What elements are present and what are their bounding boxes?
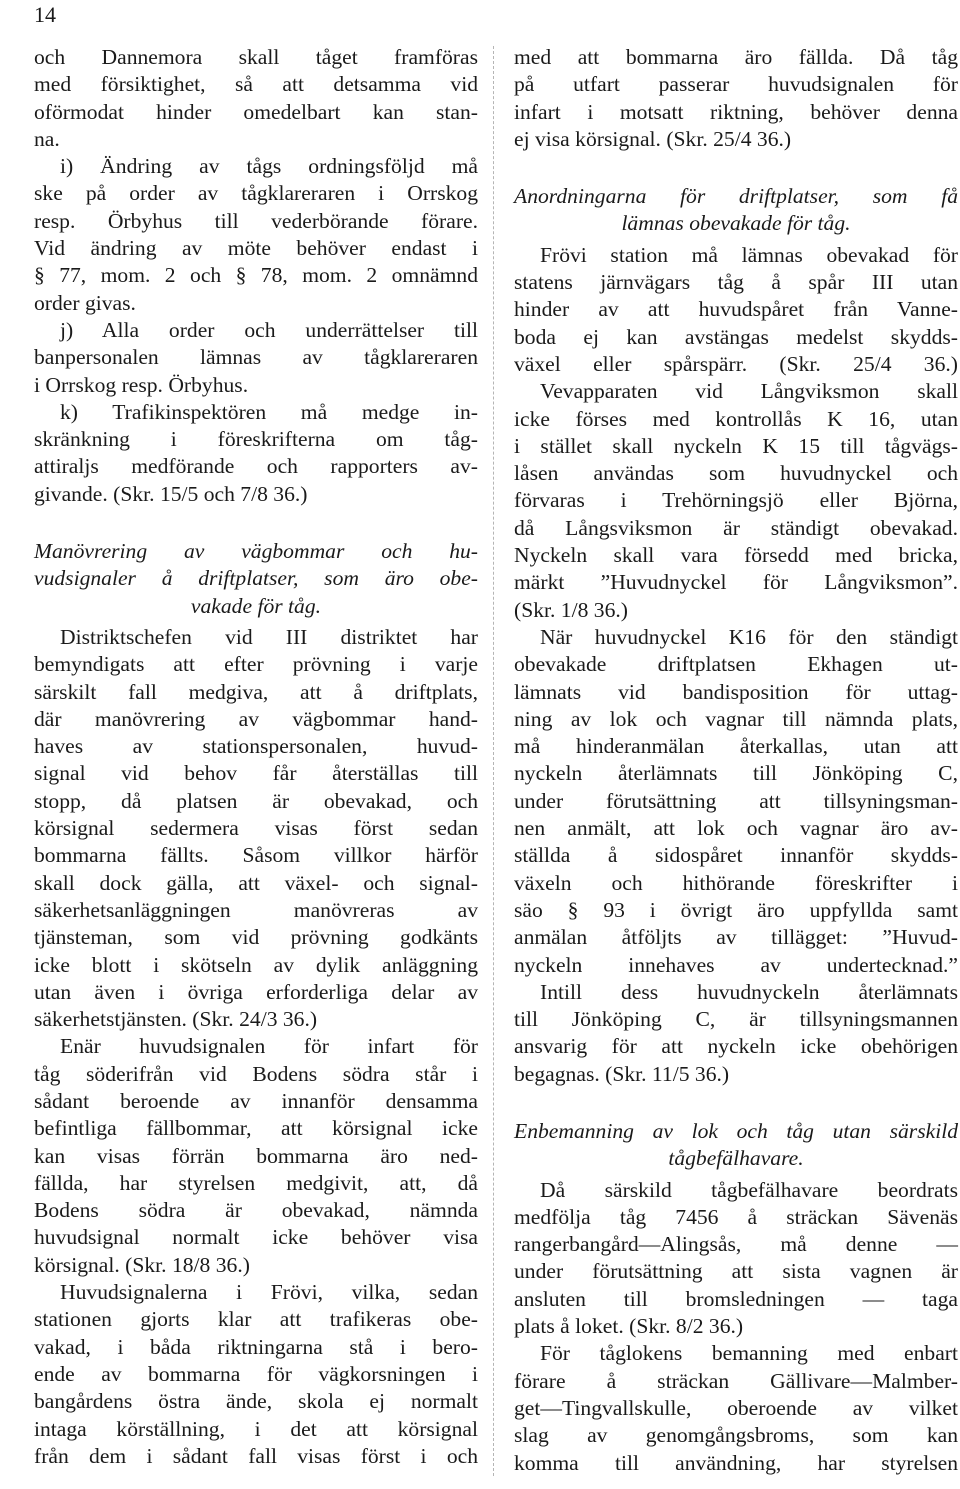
text-line: från dem i sådant fall visas först i och bbox=[34, 1443, 478, 1468]
text-line: nyckeln återlämnats till Jönköping C, bbox=[514, 761, 958, 786]
text-line: förvaras i Trehörningsjö eller Björna, bbox=[514, 488, 958, 513]
section-heading bbox=[34, 538, 478, 620]
text-line: icke förses med kontrollås K 16, utan bbox=[514, 406, 958, 431]
paragraph bbox=[514, 624, 958, 979]
text-line: nen anmält, att lok och vagnar äro av- bbox=[514, 816, 958, 841]
text-line: order givas. bbox=[34, 290, 136, 315]
text-line: fällda, har styrelsen medgivit, att, då bbox=[34, 1170, 478, 1195]
text-line: givande. (Skr. 15/5 och 7/8 36.) bbox=[34, 481, 308, 506]
list-item-j bbox=[34, 317, 478, 399]
text-line: ende av bommarna för vägkorsningen i bbox=[34, 1361, 478, 1386]
text-line: Distriktschefen vid III distriktet har bbox=[60, 624, 478, 649]
text-line: Bodens södra är obevakad, nämnda bbox=[34, 1198, 478, 1223]
text-line: Huvudsignalerna i Frövi, vilka, sedan bbox=[60, 1280, 478, 1305]
text-line: särskilt fall medgiva, att å driftplats, bbox=[34, 679, 478, 704]
text-line: tjänsteman, som vid prövning godkänts bbox=[34, 925, 478, 950]
text-line: § 77, mom. 2 och § 78, mom. 2 omnämnd bbox=[34, 263, 478, 288]
text-line: tåg söderifrån vid Bodens södra står i bbox=[34, 1061, 478, 1086]
text-line: i stället skall nyckeln K 15 till tågvägs- bbox=[514, 433, 958, 458]
text-line: oförmodat hinder omedelbart kan stan- bbox=[34, 99, 478, 124]
heading-line: vakade för tåg. bbox=[190, 593, 322, 618]
paragraph bbox=[514, 378, 958, 624]
text-line: bangårdens östra ände, skola ej normalt bbox=[34, 1389, 478, 1414]
text-line: säkerhetsanläggningen manövreras av bbox=[34, 897, 478, 922]
paragraph bbox=[514, 44, 958, 153]
text-line: huvudsignal normalt icke behöver visa bbox=[34, 1225, 478, 1250]
text-line: säkerhetstjänsten. (Skr. 24/3 36.) bbox=[34, 1007, 318, 1032]
text-line: anmälan åtföljts av tillägget: ”Huvud- bbox=[514, 925, 958, 950]
text-line: slag av genomgångsbroms, som kan bbox=[514, 1423, 958, 1448]
text-line: Enär huvudsignalen för infart för bbox=[60, 1034, 478, 1059]
text-line: Vid ändring av möte behöver endast i bbox=[34, 236, 478, 261]
text-line: medfölja tåg 7456 å sträckan Sävenäs bbox=[514, 1204, 958, 1229]
column-divider bbox=[493, 46, 494, 1476]
text-line: ansvarig för att nyckeln icke obehörigen bbox=[514, 1034, 958, 1059]
text-line: växel eller spårspärr. (Skr. 25/4 36.) bbox=[514, 351, 958, 376]
text-line: Vevapparaten vid Långviksmon skall bbox=[540, 379, 958, 404]
heading-line: Anordningarna för driftplatser, som få bbox=[514, 184, 958, 209]
text-line: sådant beroende av innanför densamma bbox=[34, 1088, 478, 1113]
text-line: ej visa körsignal. (Skr. 25/4 36.) bbox=[514, 126, 792, 151]
text-line: utan även i övriga erforderliga delar av bbox=[34, 979, 478, 1004]
text-line: Intill dess huvudnyckeln återlämnats bbox=[540, 979, 958, 1004]
text-line: skränkning i föreskrifterna om tåg- bbox=[34, 427, 478, 452]
text-line: komma till användning, har styrelsen bbox=[514, 1450, 958, 1475]
text-line: körsignal sedermera visas först sedan bbox=[34, 816, 478, 841]
section-heading bbox=[514, 183, 958, 238]
paragraph bbox=[34, 44, 478, 153]
paragraph bbox=[514, 1177, 958, 1341]
text-line: statens järnvägars tåg å spår III utan bbox=[514, 270, 958, 295]
text-line: befintliga fällbommar, att körsignal icke bbox=[34, 1116, 478, 1141]
text-line: förare å sträckan Gällivare—Malmber- bbox=[514, 1368, 958, 1393]
text-line: växeln och hithörande föreskrifter i bbox=[514, 870, 958, 895]
paragraph bbox=[34, 624, 478, 1033]
text-line: märkt ”Huvudnyckel för Långviksmon”. bbox=[514, 570, 958, 595]
list-item-k bbox=[34, 399, 478, 508]
text-line: boda ej kan avstängas medelst skydds- bbox=[514, 324, 958, 349]
right-column bbox=[514, 44, 958, 1477]
text-line: icke blott i skötseln av dylik anläggning bbox=[34, 952, 478, 977]
paragraph bbox=[34, 1033, 478, 1279]
text-line: bommarna fällts. Såsom villkor härför bbox=[34, 843, 478, 868]
section-heading bbox=[514, 1118, 958, 1173]
text-line: Nyckeln skall vara försedd med bricka, bbox=[514, 543, 958, 568]
text-line: nyckeln innehaves av undertecknad.” bbox=[514, 952, 958, 977]
text-line: ställda å sidospåret innanför skydds- bbox=[514, 843, 958, 868]
text-line: och Dannemora skall tåget framföras bbox=[34, 45, 478, 69]
text-line: attiraljs medförande och rapporters av- bbox=[34, 454, 478, 479]
text-line: ske på order av tågklareraren i Orrskog bbox=[34, 181, 478, 206]
text-line: i Orrskog resp. Örbyhus. bbox=[34, 372, 249, 397]
heading-line: lämnas obevakade för tåg. bbox=[621, 211, 851, 236]
text-line: med försiktighet, så att detsamma vid bbox=[34, 72, 478, 97]
text-line: j) Alla order och underrättelser till bbox=[60, 317, 478, 342]
text-line: ning av lok och vagnar till nämnda plats, bbox=[514, 706, 958, 731]
page-number: 14 bbox=[34, 2, 56, 27]
text-line: kan visas förrän bommarna äro ned- bbox=[34, 1143, 478, 1168]
text-line: under förutsättning att sista vagnen är bbox=[514, 1259, 958, 1284]
text-line: När huvudnyckel K16 för den ständigt bbox=[540, 624, 958, 649]
text-line: (Skr. 1/8 36.) bbox=[514, 597, 628, 622]
text-line: För tåglokens bemanning med enbart bbox=[540, 1341, 958, 1366]
text-line: med att bommarna äro fällda. Då tåg bbox=[514, 45, 958, 69]
text-line: begagnas. (Skr. 11/5 36.) bbox=[514, 1061, 730, 1086]
text-line: låsen användas som huvudnyckel och bbox=[514, 461, 958, 486]
text-line: stopp, då platsen är obevakad, och bbox=[34, 788, 478, 813]
text-line: där manövrering av vägbommar hand- bbox=[34, 706, 478, 731]
heading-line: Enbemanning av lok och tåg utan särskild bbox=[514, 1118, 958, 1143]
text-line: bemyndigats att efter prövning i varje bbox=[34, 652, 478, 677]
text-line: haves av stationspersonalen, huvud- bbox=[34, 734, 478, 759]
paragraph bbox=[514, 979, 958, 1088]
text-line: resp. Örbyhus till vederbörande förare. bbox=[34, 208, 478, 233]
heading-line: tågbefälhavare. bbox=[668, 1146, 804, 1171]
text-line: må hinderanmälan återkallas, utan att bbox=[514, 734, 958, 759]
text-line: stationen gjorts klar att trafikeras obe- bbox=[34, 1307, 478, 1332]
text-line: banpersonalen lämnas av tågklareraren bbox=[34, 345, 478, 370]
text-line: obevakade driftplatsen Ekhagen ut- bbox=[514, 652, 958, 677]
paragraph bbox=[514, 1340, 958, 1476]
heading-line: Manövrering av vägbommar och hu- bbox=[34, 539, 478, 564]
heading-line: vudsignaler å driftplatser, som äro obe- bbox=[34, 566, 478, 591]
paragraph bbox=[514, 242, 958, 378]
list-item-i bbox=[34, 153, 478, 317]
text-line: rangerbangård—Alingsås, må denne — bbox=[514, 1232, 958, 1257]
text-line: på utfart passerar huvudsignalen för bbox=[514, 72, 958, 97]
text-line: under förutsättning att tillsyningsman- bbox=[514, 788, 958, 813]
text-line: körsignal. (Skr. 18/8 36.) bbox=[34, 1252, 250, 1277]
text-line: infart i motsatt riktning, behöver denna bbox=[514, 99, 958, 124]
text-line: lämnats vid bandisposition för uttag- bbox=[514, 679, 958, 704]
text-line: k) Trafikinspektören må medge in- bbox=[60, 399, 478, 424]
text-line: get—Tingvallskulle, oberoende av vilket bbox=[514, 1395, 958, 1420]
text-line: då Långsviksmon är ständigt obevakad. bbox=[514, 515, 958, 540]
text-line: hinder av att huvudspåret från Vanne- bbox=[514, 297, 958, 322]
left-column bbox=[34, 44, 478, 1470]
text-line: intaga körställning, i det att körsignal bbox=[34, 1416, 478, 1441]
text-line: Frövi station må lämnas obevakad för bbox=[540, 242, 958, 267]
text-line: säo § 93 i övrigt äro uppfyllda samt bbox=[514, 897, 958, 922]
text-line: signal vid behov får återställas till bbox=[34, 761, 478, 786]
text-line: till Jönköping C, är tillsyningsmannen bbox=[514, 1007, 958, 1032]
paragraph bbox=[34, 1279, 478, 1470]
text-line: skall dock gälla, att växel- och signal- bbox=[34, 870, 478, 895]
text-line: ansluten till bromsledningen — taga bbox=[514, 1286, 958, 1311]
text-line: na. bbox=[34, 126, 60, 151]
text-line: plats å loket. (Skr. 8/2 36.) bbox=[514, 1314, 744, 1339]
text-line: i) Ändring av tågs ordningsföljd må bbox=[60, 154, 478, 179]
text-line: Då särskild tågbefälhavare beordrats bbox=[540, 1177, 958, 1202]
text-line: vakad, i båda riktningarna stå i bero- bbox=[34, 1334, 478, 1359]
